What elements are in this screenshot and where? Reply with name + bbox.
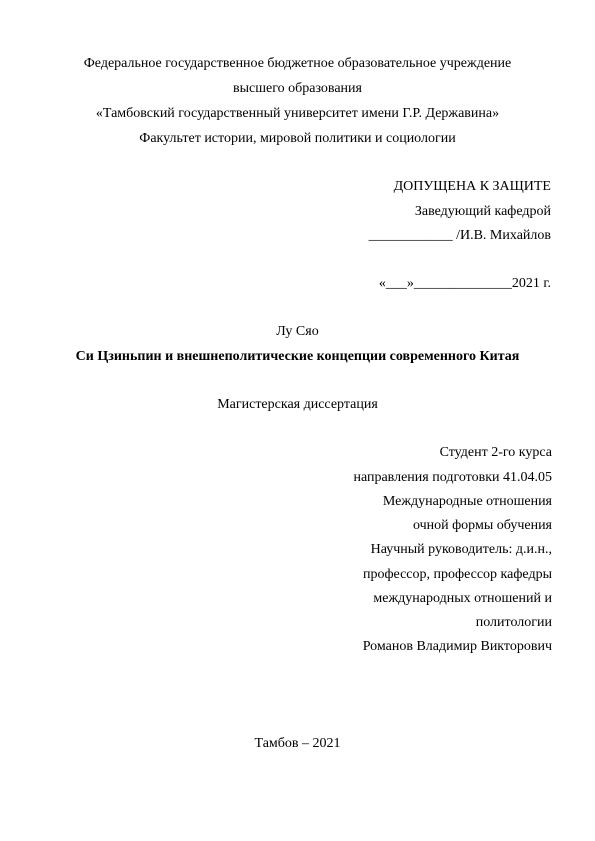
student-info-line: Международные отношения [382,494,552,509]
supervisor-line: Научный руководитель: д.и.н., [370,542,552,557]
city-year: Тамбов – 2021 [254,736,341,751]
supervisor-name: Романов Владимир Викторович [362,639,552,654]
author-name: Лу Сяо [276,324,319,339]
thesis-title: Си Цзиньпин и внешнеполитические концепции современного Китая [75,349,520,364]
approval-signature-line: ____________ /И.В. Михайлов [368,228,551,243]
approval-date-line: «___»______________2021 г. [378,276,551,291]
student-info-line: очной формы обучения [412,518,552,533]
supervisor-line: политологии [475,615,552,630]
institution-line-3: «Тамбовский государственный университет имени Г.Р. Державина» [95,106,500,121]
approval-position: Заведующий кафедрой [414,204,551,219]
supervisor-line: профессор, профессор кафедры [362,567,552,582]
institution-line-1: Федеральное государственное бюджетное образовательное учреждение [83,56,512,71]
work-type: Магистерская диссертация [217,397,378,412]
student-info-line: Студент 2-го курса [439,445,552,460]
institution-line-2: высшего образования [233,81,362,96]
approval-status: ДОПУЩЕНА К ЗАЩИТЕ [393,179,551,194]
faculty-line: Факультет истории, мировой политики и социологии [139,131,456,146]
supervisor-line: международных отношений и [373,591,552,606]
student-info-line: направления подготовки 41.04.05 [353,470,552,485]
